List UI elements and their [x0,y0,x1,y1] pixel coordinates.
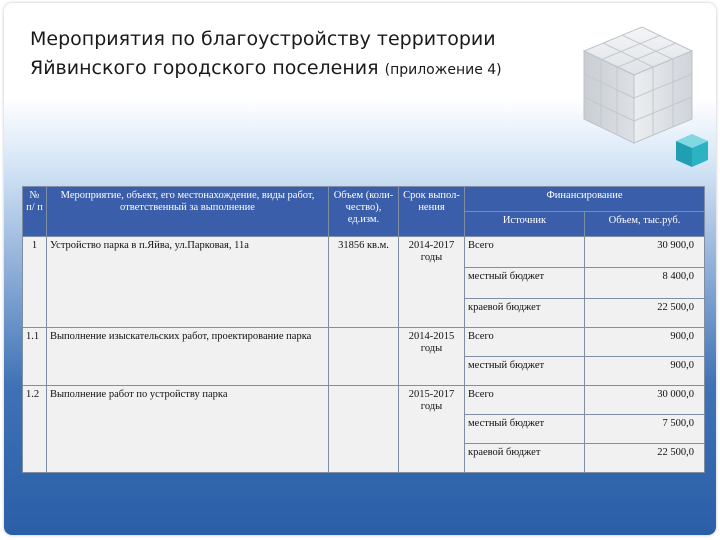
funding-source: местный бюджет [465,268,585,299]
header-amount: Объем, тыс.руб. [585,212,705,237]
funding-amount: 22 500,0 [585,444,705,473]
funding-source: краевой бюджет [465,444,585,473]
row-num: 1 [23,237,47,328]
row-term: 2014-2015 годы [399,328,465,386]
header-row [23,187,705,212]
funding-source: Всего [465,328,585,357]
funding-source: Всего [465,237,585,268]
header-event: Мероприятие, объект, его местонахождение, виды работ, ответственный за выполнение [47,187,329,237]
funding-source: Всего [465,386,585,415]
row-volume [329,386,399,473]
funding-source: краевой бюджет [465,299,585,328]
row-volume: 31856 кв.м. [329,237,399,328]
row-event: Выполнение работ по устройству парка [47,386,329,473]
header-volume: Объем (коли-чество), ед.изм. [329,187,399,237]
funding-amount: 8 400,0 [585,268,705,299]
header-num: № п/ п [23,187,47,237]
funding-amount: 22 500,0 [585,299,705,328]
funding-amount: 900,0 [585,357,705,386]
header-source: Источник [465,212,585,237]
header-financing: Финансирование [465,187,705,212]
page-title [30,25,550,85]
funding-source: местный бюджет [465,415,585,444]
row-num: 1.1 [23,328,47,386]
row-volume [329,328,399,386]
row-event: Устройство парка в п.Яйва, ул.Парковая, 11а [47,237,329,328]
table-row [23,386,705,415]
title-line-1: Мероприятия по благоустройству территории [30,28,496,50]
table-row [23,237,705,268]
row-event: Выполнение изыскательских работ, проектирование парка [47,328,329,386]
funding-amount: 7 500,0 [585,415,705,444]
row-term: 2015-2017 годы [399,386,465,473]
funding-source: местный бюджет [465,357,585,386]
cubes-decoration-icon [564,13,714,173]
row-term: 2014-2017 годы [399,237,465,328]
row-num: 1.2 [23,386,47,473]
slide [4,3,716,535]
table-row [23,328,705,357]
funding-amount: 900,0 [585,328,705,357]
events-table [22,186,705,473]
funding-amount: 30 000,0 [585,386,705,415]
title-line-2-text: Яйвинского городского поселения [30,57,379,79]
header-term: Срок выпол-нения [399,187,465,237]
title-appendix: (приложение 4) [384,62,502,78]
title-line-2 [30,54,550,85]
funding-amount: 30 900,0 [585,237,705,268]
